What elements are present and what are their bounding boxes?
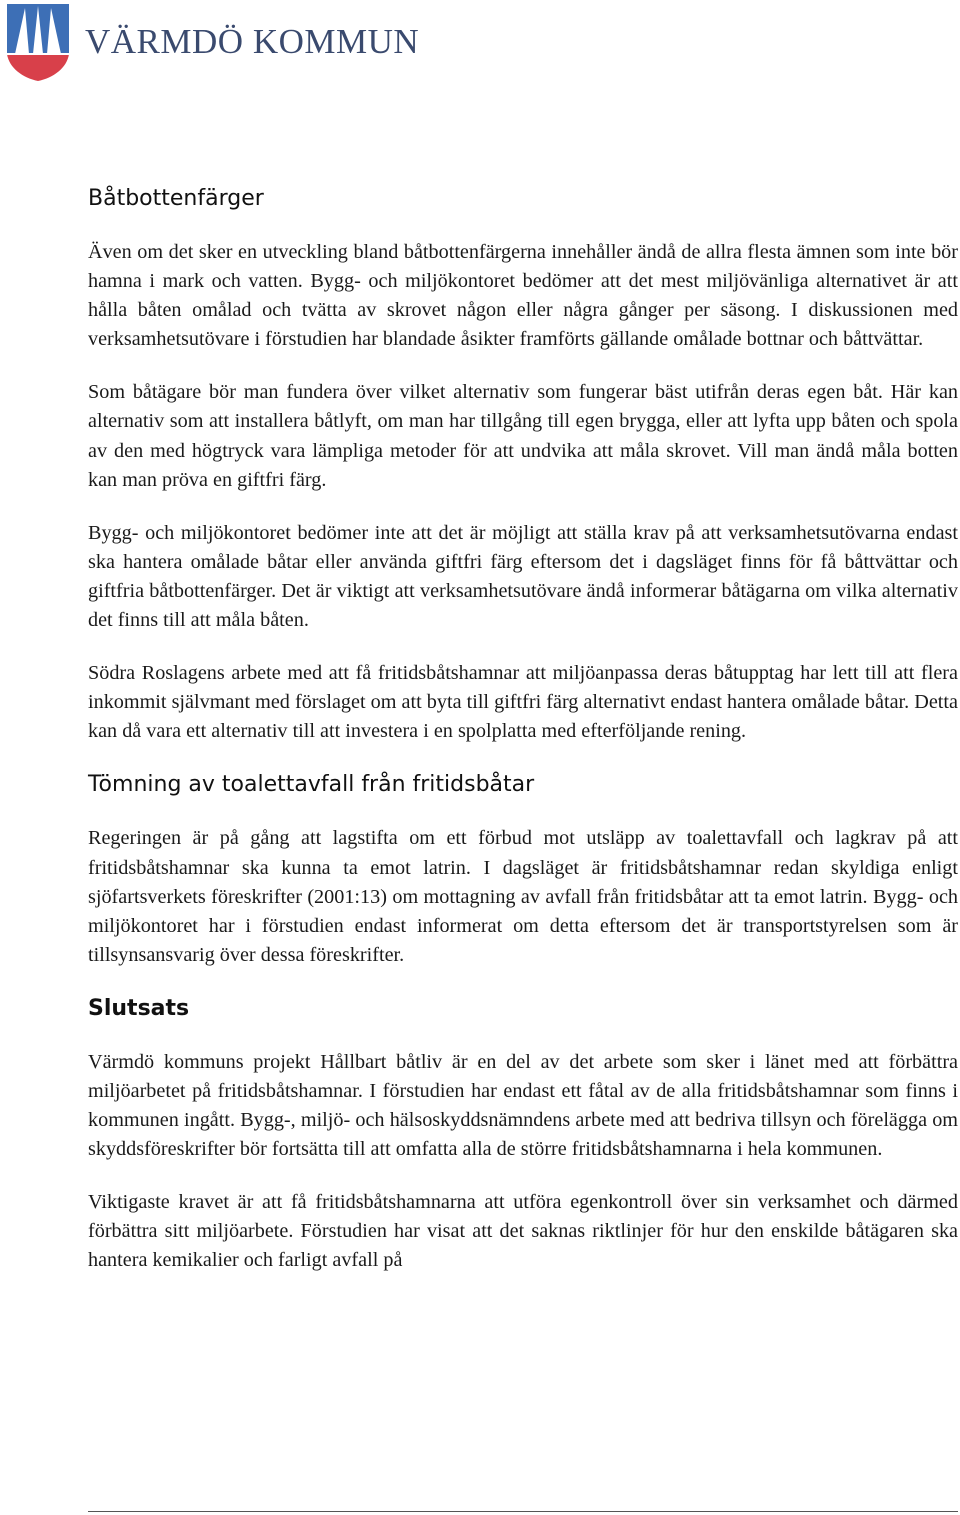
paragraph: Värmdö kommuns projekt Hållbart båtliv är en del av det arbete som sker i länet med att förbättra miljöarbetet på fritidsbåtshamnar. I förstudien har endast ett fåtal av de alla fritidsbåtshamnar som finns i kommunen ingått. Bygg-, miljö- och hälsoskyddsnämndens arbete med att bedriva tillsyn och förelägga om skyddsföreskrifter bör fortsätta till att omfatta alla de större fritidsbåtshamnarna i hela kommunen. — [88, 1050, 958, 1161]
page-bottom-divider — [88, 1511, 958, 1512]
section-heading-boat-paint: Båtbottenfärger — [88, 186, 264, 211]
paragraph: Viktigaste kravet är att få fritidsbåtshamnarna att utföra egenkontroll över sin verksamhet och därmed förbättra sitt miljöarbete. Förstudien har visat att det saknas riktlinjer för hur den enskilde båtägaren ska hantera kemikalier och farligt avfall på — [88, 1191, 958, 1272]
municipality-shield-icon — [5, 2, 71, 82]
paragraph: Bygg- och miljökontoret bedömer inte att det är möjligt att ställa krav på att verksamhetsutövarna endast ska hantera omålade båtar eller använda giftfri färg eftersom det i dagsläget finns för få båttvättar och giftfria båtbottenfärger. Det är viktigt att verksamhetsutövare ändå informerar båtägarna om vilka alternativ det finns till att måla båten. — [88, 521, 958, 632]
section-heading-conclusion: Slutsats — [88, 995, 190, 1021]
document-body — [88, 184, 958, 1276]
paragraph: Södra Roslagens arbete med att få fritidsbåtshamnar att miljöanpassa deras båtupptag har lett till att flera inkommit självmant med förslaget om att byta till giftfri färg alternativt endast hantera omålade båtar. Detta kan då vara ett alternativ till att investera i en spolplatta med efterföljande rening. — [88, 662, 958, 743]
municipality-name: VÄRMDÖ KOMMUN — [85, 22, 420, 61]
paragraph: Även om det sker en utveckling bland båtbottenfärgerna innehåller ändå de allra flesta ämnen som inte bör hamna i mark och vatten. Bygg- och miljökontoret bedömer att det mest miljövänliga alternativet är att hålla båten omålad och tvätta av skrovet någon eller några gånger per säsong. I diskussionen med verksamhetsutövare i förstudien har blandade åsikter framförts gällande omålade bottnar och båttvättar. — [88, 241, 958, 351]
section-heading-toilet-waste: Tömning av toalettavfall från fritidsbåtar — [88, 772, 535, 798]
header-logo — [5, 2, 425, 84]
paragraph: Regeringen är på gång att lagstifta om ett förbud mot utsläpp av toalettavfall och lagkrav på att fritidsbåtshamnar ska kunna ta emot latrin. I dagsläget är fritidsbåtshamnar redan skyldiga enligt sjöfartsverkets föreskrifter (2001:13) om mottagning av avfall från fritidsbåtar att ta emot latrin. Bygg- och miljökontoret har i förstudien endast informerat om detta eftersom det är transportstyrelsen som är tillsynsansvarig över dessa föreskrifter. — [88, 827, 958, 966]
paragraph: Som båtägare bör man fundera över vilket alternativ som fungerar bäst utifrån deras egen båt. Här kan alternativ som att installera båtlyft, om man har tillgång till egen brygga, eller att lyfta upp båten och spola av den med högtryck vara lämpliga metoder för att undvika att måla skrovet. Vill man ändå måla botten kan man pröva en giftfri färg. — [88, 381, 958, 491]
